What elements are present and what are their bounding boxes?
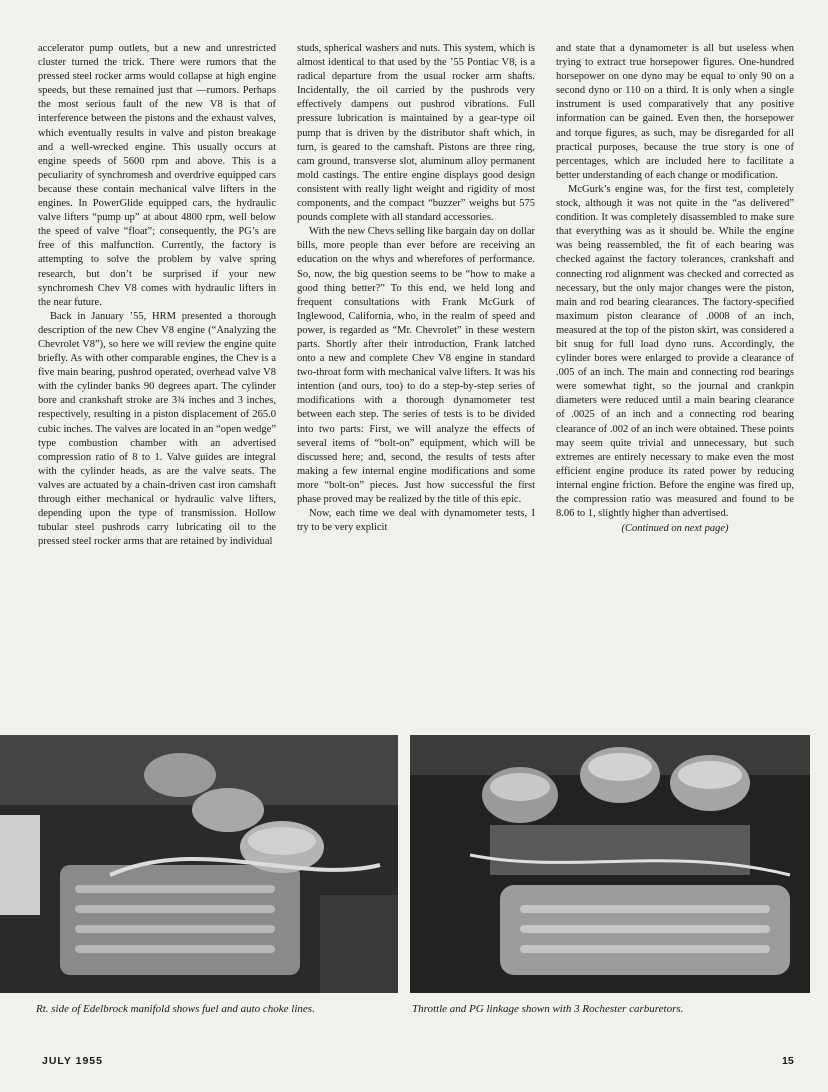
paragraph: accelerator pump outlets, but a new and unrestricted cluster turned the trick. There were rumors that the pressed steel rocker arms would collapse at high engine speeds, but these remained just that —rumors. Perhaps the most serious fault of the new V8 is that of interference between the pistons and the exhaust valves, which eventually results in valve and piston breakage and a well-wrecked engine. This usually occurs at engine speeds of 5600 rpm and above. This is a peculiarity of synchromesh and overdrive equipped cars because these contain mechanical valve lifters in the engines. In PowerGlide equipped cars, the hydraulic valve lifters “pump up” at about 4800 rpm, well below the speed of valve “float”; consequently, the PG’s are free of this malfunction. Currently, the factory is attempting to solve the problem by valve spring research, but don’t be surprised if your new synchromesh Chev V8 comes with hydraulic lifters in the near future. xyxy=(38,43,276,308)
engine-photo-left-image xyxy=(0,735,398,993)
paragraph: With the new Chevs selling like bargain day on dollar bills, more people than ever before are receiving an education on the whys and wherefores of performance. So, now, the big question seems to be “how to make a good thing better?” To this end, we held long and frequent consultations with Frank McGurk of Inglewood, California, who, in the realm of speed and power, is regarded as “Mr. Chevrolet” in these western parts. Shortly after their introduction, Frank latched onto a new and complete Chev V8 engine in standard two-throat form with mechanical valve lifters. It was his intention (and ours, too) to do a step-by-step series of modifications with a thorough dynamometer test between each step. The series of tests is to be divided into two parts: First, we will analyze the effects of several items of “bolt-on” equipment, which will be discussed here; and, second, the results of tests after making a few internal engine modifications and some more “bolt-on” pieces. Just how successful the first phase proved may be realized by the title of this epic. xyxy=(297,226,535,505)
continued-note: (Continued on next page) xyxy=(621,523,729,535)
paragraph: Now, each time we deal with dynamometer tests, I try to be very explicit xyxy=(297,508,535,534)
page-number: 15 xyxy=(782,1055,794,1067)
photo-caption-right: Throttle and PG linkage shown with 3 Rochester carburetors. xyxy=(412,1003,684,1015)
column-3 xyxy=(556,42,794,702)
article-body xyxy=(38,42,794,702)
column-2 xyxy=(297,42,535,702)
engine-photo-right xyxy=(410,735,810,993)
paragraph: studs, spherical washers and nuts. This system, which is almost identical to that used by the ’55 Pontiac V8, is a radical departure from the usual rocker arm shafts. Incidentally, the oil carried by the pushrods very effectively dampens out pushrod vibrations. Full pressure lubrication is maintained by a gear-type oil pump that is driven by the distributor shaft which, in turn, is geared to the camshaft. Pistons are three ring, cam ground, transverse slot, aluminum alloy permanent mold castings. The entire engine displays good design consistent with really light weight and rigidity of most components, and the compact “buzzer” weighs but 575 pounds complete with all standard accessories. xyxy=(297,43,535,224)
paragraph: and state that a dynamometer is all but useless when trying to extract true horsepower figures. One-hundred horsepower on one dyno may be equal to only 90 on a second dyno or 110 on a third. It is only when a single instrument is used comparatively that any positive information can be gained. Even then, the horsepower and torque figures, as such, may be disregarded for all practical purposes, because the true story is one of percentages, which are included here to facilitate a better understanding of each change or modification. xyxy=(556,43,794,181)
photo-caption-left: Rt. side of Edelbrock manifold shows fuel and auto choke lines. xyxy=(36,1003,315,1015)
paragraph: McGurk’s engine was, for the first test, completely stock, although it was not quite in the “as delivered” condition. It was completely disassembled to make sure that everything was as it should be. While the engine was being reassembled, the fit of each bearing was checked against the factory tolerances, crankshaft and connecting rod alignment was checked and corrected as necessary, but the only major changes were the piston, main and rod bearing clearances. The factory-specified maximum piston clearance of .0008 of an inch, measured at the top of the piston skirt, was considered a bit snug for full load dyno runs. Accordingly, the cylinder bores were enlarged to provide a clearance of .005 of an inch. The main and connecting rod bearings were somewhat tight, so the journal and crankpin diameters were reduced until a main bearing clearance of .0025 of an inch and a connecting rod bearing clearance of .002 of an inch were obtained. These points may seem quite trivial and unnecessary, but such extremes are entirely necessary to make even the most efficient engine produce its rated power by reducing internal engine friction. Before the engine was fired up, the compression ratio was measured and found to be 8.06 to 1, slightly higher than advertised. xyxy=(556,183,794,520)
paragraph: Back in January ’55, HRM presented a thorough description of the new Chev V8 engine (“Analyzing the Chevrolet V8”), so here we will review the engine quite briefly. As with other comparable engines, the Chev is a five main bearing, pushrod operated, overhead valve V8 with the cylinder banks 90 degrees apart. The cylinder bore and crankshaft stroke are 3¾ inches and 3 inches, respectively, resulting in a piston displacement of 265.0 cubic inches. The valves are located in an “open wedge” type combustion chamber with an advertised compression ratio of 8 to 1. Valve guides are integral with the cylinder heads, as are the valve seats. The valves are actuated by a chain-driven cast iron camshaft through either mechanical or hydraulic valve lifters, depending upon the type of transmission. Hollow tubular steel pushrods carry lubricating oil to the pressed steel rocker arms that are retained by individual xyxy=(38,310,276,548)
column-1 xyxy=(38,42,276,702)
issue-date: JULY 1955 xyxy=(42,1055,103,1067)
engine-photo-left xyxy=(0,735,398,993)
engine-photo-right-image xyxy=(410,735,810,993)
